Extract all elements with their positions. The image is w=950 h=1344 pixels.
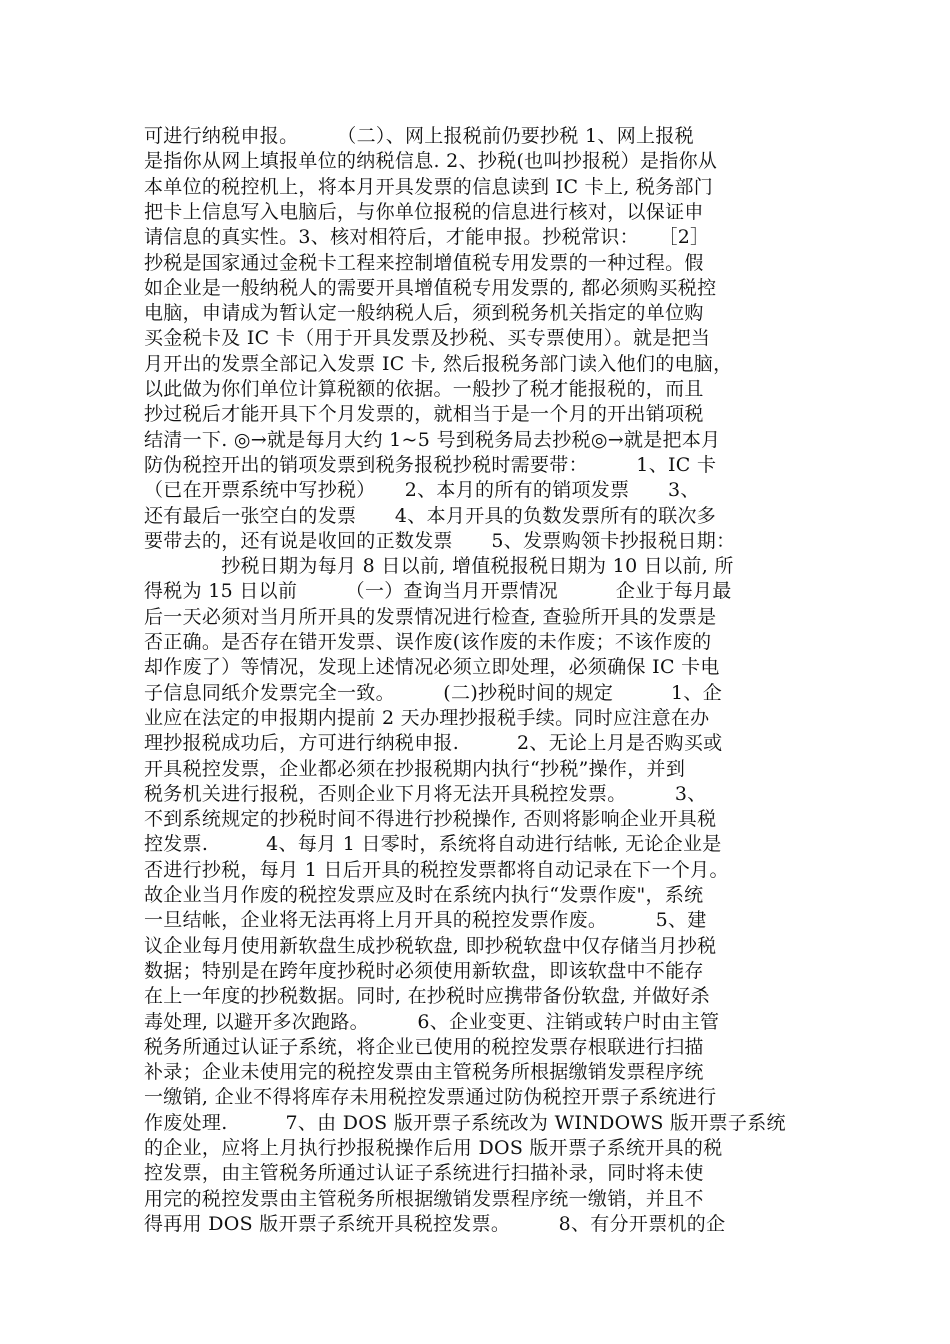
text-line: 后一天必须对当月所开具的发票情况进行检查, 查验所开具的发票是 [144,605,717,628]
text-line: （已在开票系统中写抄税） 2、本月的所有的销项发票 3、 [144,479,700,502]
text-line: 子信息同纸介发票完全一致。 (二)抄税时间的规定 1、企 [144,681,723,704]
text-line: 是指你从网上填报单位的纳税信息. 2、抄税(也叫抄报税）是指你从 [144,150,718,173]
text-line: 还有最后一张空白的发票 4、本月开具的负数发票所有的联次多 [144,504,717,527]
text-line: 买金税卡及 IC 卡（用于开具发票及抄税、买专票使用）。就是把当 [144,327,711,350]
text-line: 抄过税后才能开具下个月发票的，就相当于是一个月的开出销项税 [144,403,704,426]
text-line: 控发票. 4、每月 1 日零时，系统将自动进行结帐, 无论企业是 [144,833,722,856]
text-line: 故企业当月作废的税控发票应及时在系统内执行“发票作废"，系统 [144,884,704,906]
text-line: 在上一年度的抄税数据。同时, 在抄税时应携带备份软盘, 并做好杀 [144,985,710,1008]
text-line: 如企业是一般纳税人的需要开具增值税专用发票的, 都必须购买税控 [144,276,717,299]
text-line: 得税为 15 日以前 （一）查询当月开票情况 企业于每月最 [144,580,732,603]
text-line: 税务所通过认证子系统，将企业已使用的税控发票存根联进行扫描 [144,1035,704,1058]
text-line: 结清一下. ◎→就是每月大约 1~5 号到税务局去抄税◎→就是把本月 [144,428,721,451]
text-line: 可进行纳税申报。 （二）、网上报税前仍要抄税 1、网上报税 [144,125,694,147]
text-line: 要带去的，还有说是收回的正数发票 5、发票购领卡抄报税日期： [144,529,736,552]
text-line: 理抄报税成功后，方可进行纳税申报. 2、无论上月是否购买或 [144,732,723,755]
text-line: 一旦结帐，企业将无法再将上月开具的税控发票作废。 5、建 [144,909,707,932]
text-line: 得再用 DOS 版开票子系统开具税控发票。 8、有分开票机的企 [144,1212,726,1235]
text-line: 毒处理, 以避开多次跑路。 6、企业变更、注销或转户时由主管 [144,1010,720,1033]
text-line: 作废处理. 7、由 DOS 版开票子系统改为 WINDOWS 版开票子系统 [144,1111,786,1134]
text-line: 开具税控发票，企业都必须在抄报税期内执行“抄税”操作，并到 [144,757,686,780]
text-line: 不到系统规定的抄税时间不得进行抄税操作, 否则将影响企业开具税 [144,808,717,831]
text-line: 本单位的税控机上，将本月开具发票的信息读到 IC 卡上, 税务部门 [144,175,714,198]
text-line: 电脑，申请成为暂认定一般纳税人后，须到税务机关指定的单位购 [144,302,704,325]
text-line: 以此做为你们单位计算税额的依据。一般抄了税才能报税的，而且 [144,378,704,400]
text-line: 月开出的发票全部记入发票 IC 卡, 然后报税务部门读入他们的电脑， [144,352,733,375]
text-line: 补录；企业未使用完的税控发票由主管税务所根据缴销发票程序统 [144,1061,704,1084]
text-line: 否正确。是否存在错开发票、误作废(该作废的未作废；不该作废的 [144,631,712,653]
text-line: 业应在法定的申报期内提前 2 天办理抄报税手续。同时应注意在办 [144,706,710,729]
text-line: 税务机关进行报税，否则企业下月将无法开具税控发票。 3、 [144,782,707,805]
text-line: 抄税日期为每月 8 日以前, 增值税报税日期为 10 日以前, 所 [144,555,734,578]
text-line: 一缴销, 企业不得将库存未用税控发票通过防伪税控开票子系统进行 [144,1086,717,1109]
text-line: 请信息的真实性。3、核对相符后，才能申报。抄税常识： ［2］ [144,226,710,249]
text-line: 否进行抄税，每月 1 日后开具的税控发票都将自动记录在下一个月。 [144,858,729,881]
text-line: 却作废了）等情况，发现上述情况必须立即处理，必须确保 IC 卡电 [144,656,720,679]
text-line: 议企业每月使用新软盘生成抄税软盘, 即抄税软盘中仅存储当月抄税 [144,934,717,957]
text-line: 用完的税控发票由主管税务所根据缴销发票程序统一缴销，并且不 [144,1187,704,1210]
text-line: 数据；特别是在跨年度抄税时必须使用新软盘，即该软盘中不能存 [144,959,704,982]
text-line: 防伪税控开出的销项发票到税务报税抄税时需要带： 1、IC 卡 [144,453,717,476]
text-line: 抄税是国家通过金税卡工程来控制增值税专用发票的一种过程。假 [144,251,704,274]
text-line: 的企业，应将上月执行抄报税操作后用 DOS 版开票子系统开具的税 [144,1137,723,1159]
text-line: 控发票，由主管税务所通过认证子系统进行扫描补录，同时将未使 [144,1162,704,1185]
text-line: 把卡上信息写入电脑后，与你单位报税的信息进行核对，以保证申 [144,200,704,223]
